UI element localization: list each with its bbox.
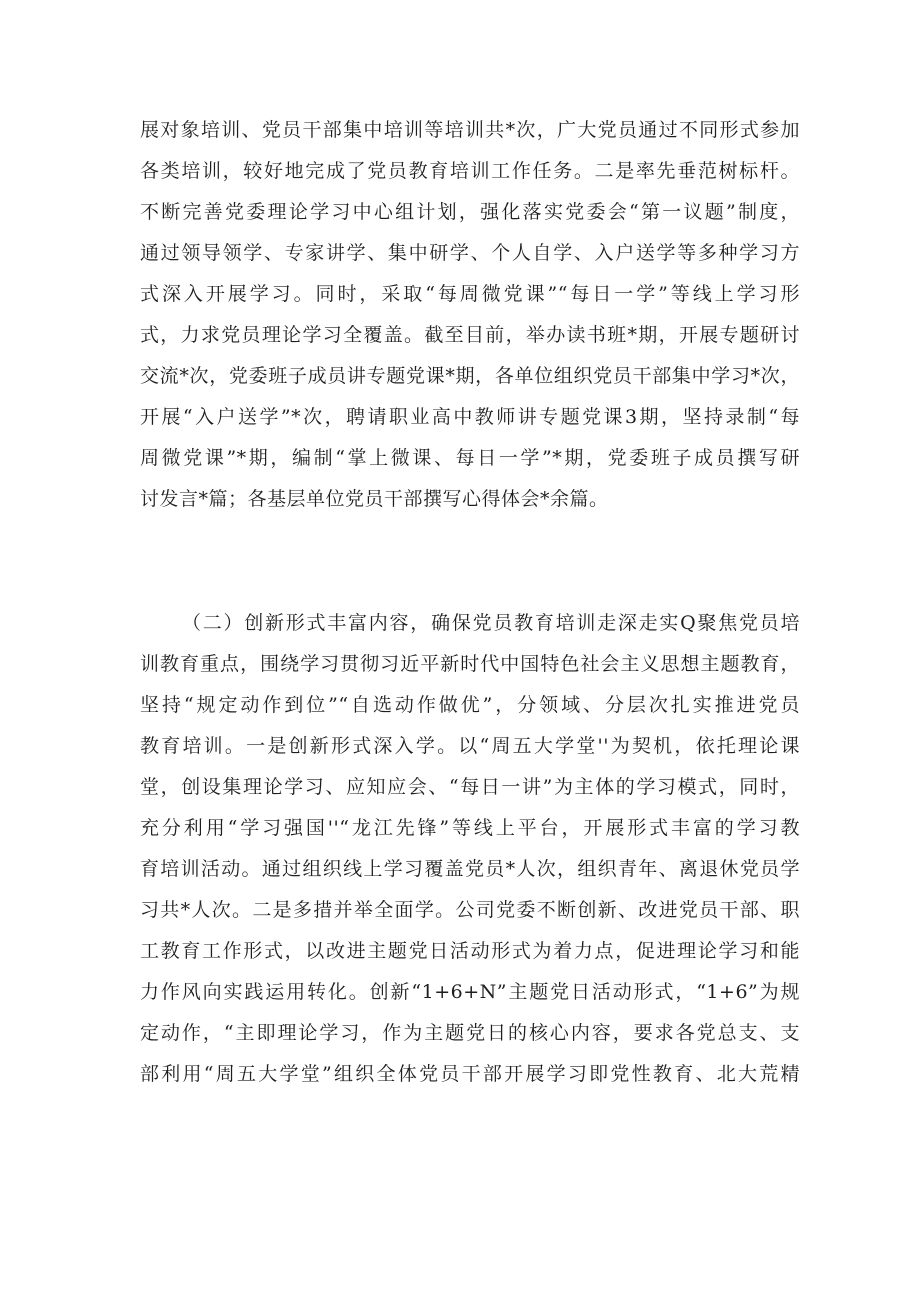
paragraph-2-line: 训教育重点，围绕学习贯彻习近平新时代中国特色社会主义思想主题教育， (140, 653, 800, 675)
paragraph-1-line: 开展“入户送学”*次，聘请职业高中教师讲专题党课3期，坚持录制“每 (140, 406, 800, 428)
paragraph-2-line: 坚持“规定动作到位”“自选动作做优”，分领域、分层次扎实推进党员 (140, 694, 800, 716)
paragraph-2-line: 教育培训。一是创新形式深入学。以“周五大学堂''为契机，依托理论课 (140, 735, 800, 757)
paragraph-2-line: 部利用“周五大学堂”组织全体党员干部开展学习即党性教育、北大荒精 (140, 1063, 800, 1085)
paragraph-1-line: 通过领导领学、专家讲学、集中研学、个人自学、入户送学等多种学习方 (140, 242, 800, 264)
paragraph-1-line: 展对象培训、党员干部集中培训等培训共*次，广大党员通过不同形式参加 (140, 119, 800, 141)
paragraph-1-line: 式深入开展学习。同时，采取“每周微党课”“每日一学”等线上学习形 (140, 283, 800, 305)
paragraph-1-line: 讨发言*篇；各基层单位党员干部撰写心得体会*余篇。 (140, 488, 609, 510)
paragraph-2-line: 力作风向实践运用转化。创新“1+6+N”主题党日活动形式，“1+6”为规 (140, 981, 800, 1003)
paragraph-2 (140, 603, 800, 1095)
paragraph-1-line: 交流*次，党委班子成员讲专题党课*期，各单位组织党员干部集中学习*次， (140, 365, 800, 387)
paragraph-1-line: 各类培训，较好地完成了党员教育培训工作任务。二是率先垂范树标杆。 (140, 160, 800, 182)
paragraph-1-line: 周微党课”*期，编制“掌上微课、每日一学”*期，党委班子成员撰写研 (140, 447, 800, 469)
paragraph-2-line: 习共*人次。二是多措并举全面学。公司党委不断创新、改进党员干部、职 (140, 899, 800, 921)
paragraph-1-line: 式，力求党员理论学习全覆盖。截至目前，举办读书班*期，开展专题研讨 (140, 324, 800, 346)
paragraph-2-line: 定动作，“主即理论学习，作为主题党日的核心内容，要求各党总支、支 (140, 1022, 800, 1044)
paragraph-1-line: 不断完善党委理论学习中心组计划，强化落实党委会“第一议题”制度， (140, 201, 800, 223)
paragraph-2-line: （二）创新形式丰富内容，确保党员教育培训走深走实Q聚焦党员培 (182, 612, 800, 634)
paragraph-2-line: 堂，创设集理论学习、应知应会、“每日一讲”为主体的学习模式，同时， (140, 776, 800, 798)
paragraph-1 (140, 110, 800, 520)
paragraph-2-line: 育培训活动。通过组织线上学习覆盖党员*人次，组织青年、离退休党员学 (140, 858, 800, 880)
paragraph-2-line: 工教育工作形式，以改进主题党日活动形式为着力点，促进理论学习和能 (140, 940, 800, 962)
paragraph-2-line: 充分利用“学习强国''“龙江先锋”等线上平台，开展形式丰富的学习教 (140, 817, 800, 839)
